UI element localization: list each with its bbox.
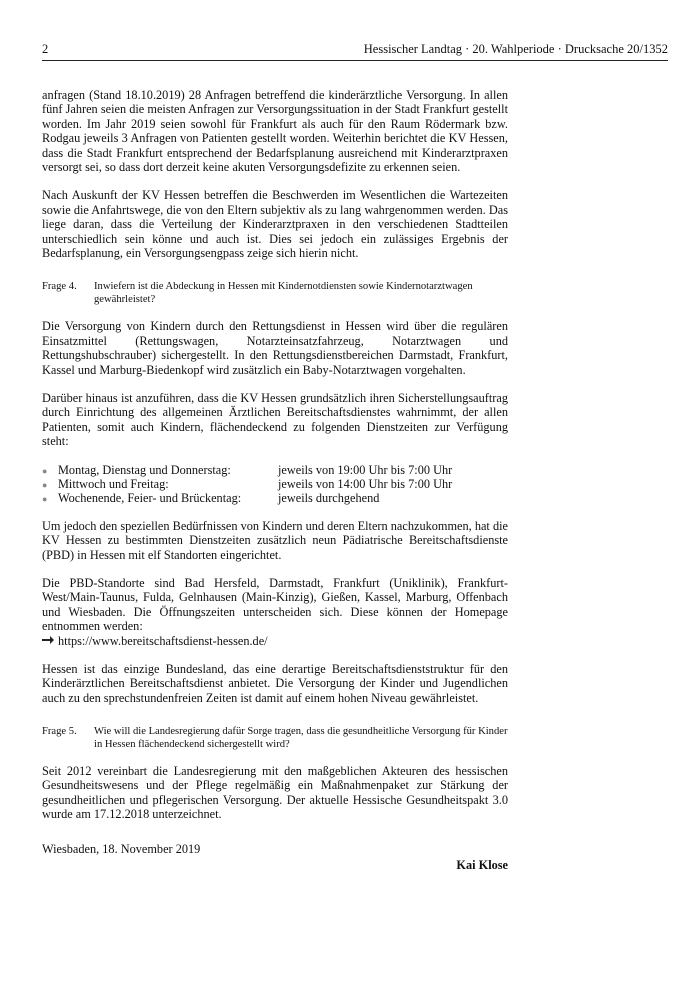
list-item <box>42 463 508 477</box>
schedule-time: jeweils von 14:00 Uhr bis 7:00 Uhr <box>278 476 453 491</box>
bullet-icon: ● <box>42 465 48 476</box>
paragraph: Seit 2012 vereinbart die Landesregierung mit den maßgeblichen Akteuren des hessischen Gesundheitswesens und der Pflege regelmäßig ein Maßnahmenpaket zur Stärkung der gesundheitlichen und pflegerischen Versorgung. Der aktuelle Hessische Gesundheitspakt 3.0 wurde am 17.12.2018 unterzeichnet. <box>42 763 508 822</box>
header-meta: Hessischer Landtag · 20. Wahlperiode · Drucksache 20/1352 <box>363 42 668 56</box>
schedule-time: jeweils durchgehend <box>278 491 380 506</box>
paragraph: anfragen (Stand 18.10.2019) 28 Anfragen betreffend die kinderärztliche Versorgung. In allen fünf Jahren seien die meisten Anfragen zur Versorgungssituation in der Stadt Frankfurt gestellt worden. Im Jahr 2019 seien sowohl für Frankfurt als auch für den Raum Rödermark bzw. Rodgau jeweils 3 Anfragen von Patienten gestellt worden. Weiterhin berichtet die KV Hessen, dass die Stadt Frankfurt entsprechend der Bedarfsplanung ausreichend mit Kinderarztpraxen versorgt sei, so dass dort derzeit keine akuten Versorgungsdefizite zu erkennen seien. <box>42 88 508 175</box>
document-body <box>42 88 508 872</box>
page-number: 2 <box>42 42 49 56</box>
bullet-icon: ● <box>42 479 48 490</box>
homepage-link[interactable]: https://www.bereitschaftsdienst-hessen.de/ <box>58 633 268 648</box>
question-number: Frage 5. <box>42 726 77 738</box>
signature-name: Kai Klose <box>456 858 508 873</box>
paragraph: Die PBD-Standorte sind Bad Hersfeld, Darmstadt, Frankfurt (Uniklinik), Frankfurt-West/Main-Taunus, Fulda, Gelnhausen (Main-Kinzig), Gießen, Kassel, Marburg, Offenbach und Wiesbaden. Die Öffnungszeiten unterscheiden sich. Diese können der Homepage entnommen werden: <box>42 575 508 634</box>
schedule-list <box>42 463 508 506</box>
bullet-icon: ● <box>42 494 48 505</box>
list-item <box>42 477 508 491</box>
question-4 <box>42 281 508 306</box>
schedule-time: jeweils von 19:00 Uhr bis 7:00 Uhr <box>278 462 453 477</box>
paragraph: Nach Auskunft der KV Hessen betreffen die Beschwerden im Wesentlichen die Wartezeiten sowie die Anfahrtswege, die von den Eltern subjektiv als zu lang wahrgenommen werden. Das liege daran, dass die Verteilung der Kinderarztpraxen in den verschiedenen Stadtteilen unterschiedlich sein könne und auch ist. Dies sei jedoch ein zulässiges Ergebnis der Bedarfsplanung, ein Versorgungsengpass zeige sich hierin nicht. <box>42 188 508 261</box>
right-arrow-icon <box>42 634 56 648</box>
schedule-day: Wochenende, Feier- und Brückentag: <box>58 491 242 506</box>
list-item <box>42 491 508 505</box>
question-text: Wie will die Landesregierung dafür Sorge tragen, dass die gesundheitliche Versorgung für Kinder in Hessen flächendeckend sichergestellt wird? <box>94 726 508 750</box>
closing-date: Wiesbaden, 18. November 2019 <box>42 841 201 856</box>
paragraph: Darüber hinaus ist anzuführen, dass die KV Hessen grundsätzlich ihren Sicherstellungsauftrag durch Einrichtung des allgemeinen Ärztlichen Bereitschaftsdienstes wahrnimmt, der allen Patienten, somit auch Kindern, flächendeckend zu folgenden Dienstzeiten zur Verfügung steht: <box>42 390 508 449</box>
question-number: Frage 4. <box>42 281 77 293</box>
question-text: Inwiefern ist die Abdeckung in Hessen mit Kindernotdiensten sowie Kindernotarztwagen gewährleistet? <box>94 281 473 305</box>
schedule-day: Montag, Dienstag und Donnerstag: <box>58 462 231 477</box>
paragraph: Um jedoch den speziellen Bedürfnissen von Kindern und deren Eltern nachzukommen, hat die KV Hessen zu bestimmten Dienstzeiten zusätzlich neun Pädiatrische Bereitschaftsdienste (PBD) in Hessen mit elf Standorten eingerichtet. <box>42 518 508 562</box>
homepage-link-line <box>42 634 508 648</box>
page-header <box>42 42 668 61</box>
question-5 <box>42 726 508 751</box>
paragraph: Die Versorgung von Kindern durch den Rettungsdienst in Hessen wird über die regulären Einsatzmittel (Rettungswagen, Notarzteinsatzfahrzeug, Notarztwagen und Rettungshubschrauber) sichergestellt. In den Rettungsdienstbereichen Darmstadt, Frankfurt, Kassel und Marburg-Biedenkopf wird zusätzlich ein Baby-Notarztwagen vorgehalten. <box>42 319 508 377</box>
paragraph: Hessen ist das einzige Bundesland, das eine derartige Bereitschaftsdienststruktur für den Kinderärztlichen Bereitschaftsdienst anbietet. Die Versorgung der Kinder und Jugendlichen auch zu den sprechstundenfreien Zeiten ist damit auf einem hohen Niveau gewährleistet. <box>42 661 508 705</box>
schedule-day: Mittwoch und Freitag: <box>58 476 169 491</box>
